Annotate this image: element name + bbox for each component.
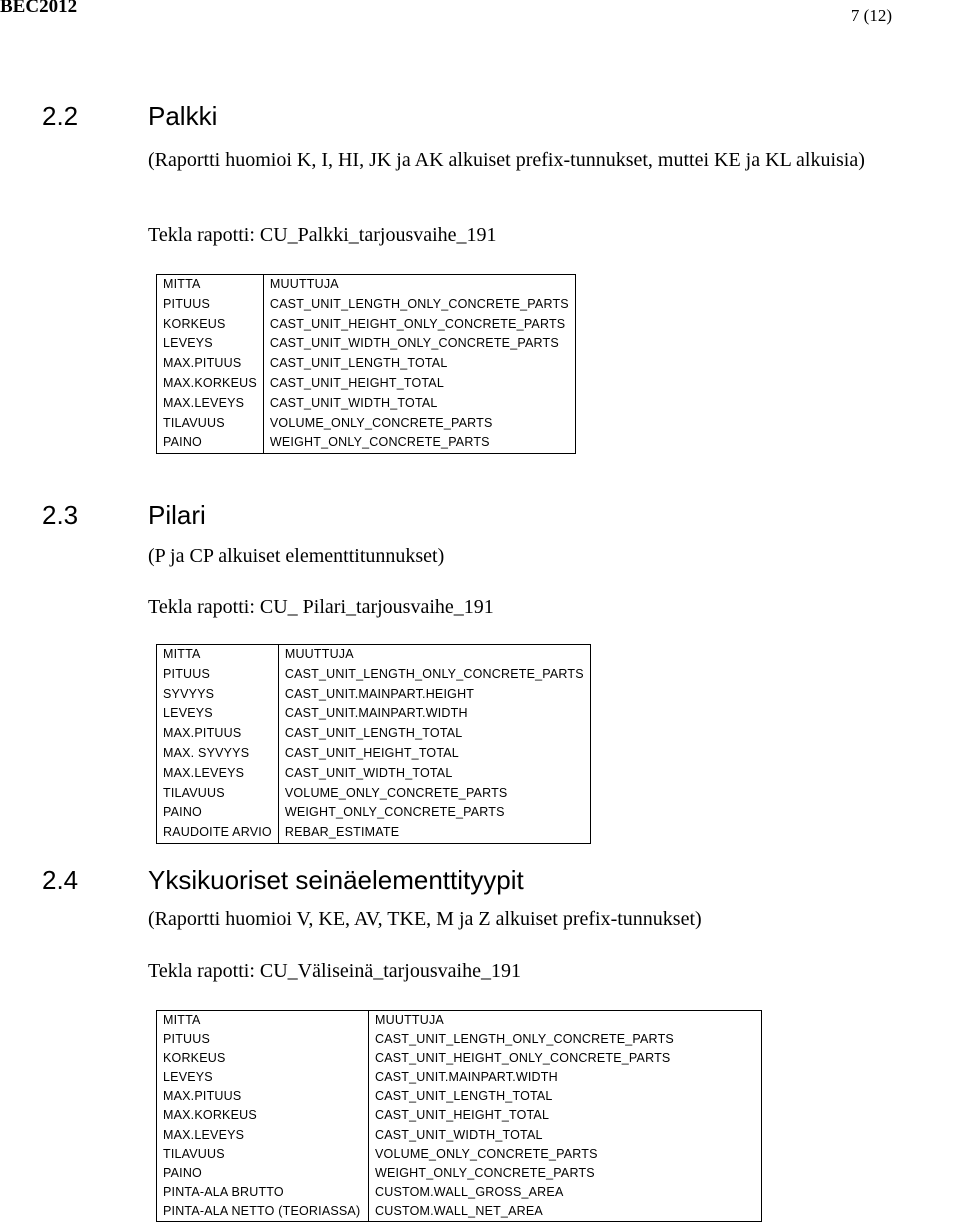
table-row xyxy=(157,1087,762,1106)
measure-cell: MITTA xyxy=(157,645,279,665)
variable-cell: CAST_UNIT_HEIGHT_TOTAL xyxy=(369,1106,762,1125)
variable-cell: VOLUME_ONLY_CONCRETE_PARTS xyxy=(278,784,590,804)
variable-cell: CAST_UNIT_LENGTH_TOTAL xyxy=(263,354,575,374)
table-row xyxy=(157,1145,762,1164)
variable-cell: CAST_UNIT_LENGTH_ONLY_CONCRETE_PARTS xyxy=(278,665,590,685)
table-row xyxy=(157,1202,762,1222)
table-row xyxy=(157,414,576,434)
variable-cell: MUUTTUJA xyxy=(263,275,575,295)
section-title: Palkki xyxy=(148,101,218,131)
variable-cell: CAST_UNIT.MAINPART.HEIGHT xyxy=(278,685,590,705)
table-row xyxy=(157,1106,762,1125)
variable-cell: CUSTOM.WALL_GROSS_AREA xyxy=(369,1183,762,1202)
variable-cell: CAST_UNIT_LENGTH_TOTAL xyxy=(278,724,590,744)
section-note: (Raportti huomioi V, KE, AV, TKE, M ja Z alkuiset prefix-tunnukset) xyxy=(148,908,702,930)
table-row xyxy=(157,665,591,685)
table-row xyxy=(157,295,576,315)
section-note: (Raportti huomioi K, I, HI, JK ja AK alkuiset prefix-tunnukset, muttei KE ja KL alkuisia) xyxy=(148,149,865,171)
variable-table-seinaelementit xyxy=(156,1010,762,1222)
table-row xyxy=(157,315,576,335)
section-heading-yksikuoriset xyxy=(42,865,524,896)
variable-cell: VOLUME_ONLY_CONCRETE_PARTS xyxy=(369,1145,762,1164)
report-name: Tekla rapotti: CU_Väliseinä_tarjousvaihe_191 xyxy=(148,960,521,982)
table-row xyxy=(157,803,591,823)
table-row xyxy=(157,764,591,784)
variable-cell: CAST_UNIT.MAINPART.WIDTH xyxy=(369,1068,762,1087)
measure-cell: MAX.PITUUS xyxy=(157,1087,369,1106)
variable-cell: CAST_UNIT_LENGTH_ONLY_CONCRETE_PARTS xyxy=(263,295,575,315)
variable-cell: CAST_UNIT_WIDTH_TOTAL xyxy=(263,394,575,414)
table-row xyxy=(157,1183,762,1202)
variable-cell: REBAR_ESTIMATE xyxy=(278,823,590,843)
variable-cell: CAST_UNIT_HEIGHT_ONLY_CONCRETE_PARTS xyxy=(263,315,575,335)
variable-cell: CAST_UNIT_WIDTH_TOTAL xyxy=(278,764,590,784)
measure-cell: PITUUS xyxy=(157,665,279,685)
report-name: Tekla rapotti: CU_ Pilari_tarjousvaihe_191 xyxy=(148,596,494,618)
variable-cell: CAST_UNIT_WIDTH_TOTAL xyxy=(369,1126,762,1145)
variable-cell: WEIGHT_ONLY_CONCRETE_PARTS xyxy=(369,1164,762,1183)
measure-cell: PAINO xyxy=(157,1164,369,1183)
measure-cell: PITUUS xyxy=(157,295,264,315)
table-row xyxy=(157,433,576,453)
variable-cell: CAST_UNIT_HEIGHT_ONLY_CONCRETE_PARTS xyxy=(369,1049,762,1068)
table-row xyxy=(157,744,591,764)
section-note: (P ja CP alkuiset elementtitunnukset) xyxy=(148,545,445,567)
measure-cell: MAX.LEVEYS xyxy=(157,1126,369,1145)
section-number: 2.3 xyxy=(42,500,79,530)
measure-cell: KORKEUS xyxy=(157,1049,369,1068)
variable-cell: MUUTTUJA xyxy=(369,1011,762,1031)
variable-cell: WEIGHT_ONLY_CONCRETE_PARTS xyxy=(278,803,590,823)
measure-cell: LEVEYS xyxy=(157,704,279,724)
variable-cell: CAST_UNIT_WIDTH_ONLY_CONCRETE_PARTS xyxy=(263,334,575,354)
measure-cell: TILAVUUS xyxy=(157,414,264,434)
measure-cell: MAX.KORKEUS xyxy=(157,1106,369,1125)
measure-cell: MAX. SYVYYS xyxy=(157,744,279,764)
variable-cell: CAST_UNIT_HEIGHT_TOTAL xyxy=(278,744,590,764)
table-row xyxy=(157,685,591,705)
variable-table-palkki xyxy=(156,274,576,454)
table-row xyxy=(157,823,591,843)
report-name: Tekla rapotti: CU_Palkki_tarjousvaihe_191 xyxy=(148,224,497,246)
table-row xyxy=(157,1049,762,1068)
page-number: 7 (12) xyxy=(850,6,892,25)
variable-cell: CAST_UNIT_HEIGHT_TOTAL xyxy=(263,374,575,394)
measure-cell: MAX.LEVEYS xyxy=(157,764,279,784)
measure-cell: MAX.LEVEYS xyxy=(157,394,264,414)
measure-cell: PAINO xyxy=(157,433,264,453)
measure-cell: PITUUS xyxy=(157,1030,369,1049)
measure-cell: MAX.KORKEUS xyxy=(157,374,264,394)
measure-cell: MAX.PITUUS xyxy=(157,354,264,374)
table-row xyxy=(157,394,576,414)
table-row xyxy=(157,704,591,724)
measure-cell: SYVYYS xyxy=(157,685,279,705)
measure-cell: LEVEYS xyxy=(157,1068,369,1087)
table-row xyxy=(157,1126,762,1145)
variable-cell: CAST_UNIT_LENGTH_ONLY_CONCRETE_PARTS xyxy=(369,1030,762,1049)
section-title: Yksikuoriset seinäelementtityypit xyxy=(148,865,524,895)
variable-cell: CAST_UNIT_LENGTH_TOTAL xyxy=(369,1087,762,1106)
measure-cell: TILAVUUS xyxy=(157,784,279,804)
section-title: Pilari xyxy=(148,500,206,530)
measure-cell: PAINO xyxy=(157,803,279,823)
table-row xyxy=(157,1164,762,1183)
table-header-row xyxy=(157,275,576,295)
section-number: 2.4 xyxy=(42,865,79,895)
measure-cell: MITTA xyxy=(157,1011,369,1031)
table-row xyxy=(157,374,576,394)
table-header-row xyxy=(157,1011,762,1031)
section-number: 2.2 xyxy=(42,101,79,131)
measure-cell: KORKEUS xyxy=(157,315,264,335)
table-row xyxy=(157,1030,762,1049)
variable-table-pilari xyxy=(156,644,591,844)
variable-cell: CUSTOM.WALL_NET_AREA xyxy=(369,1202,762,1222)
measure-cell: LEVEYS xyxy=(157,334,264,354)
variable-cell: MUUTTUJA xyxy=(278,645,590,665)
measure-cell: TILAVUUS xyxy=(157,1145,369,1164)
measure-cell: MITTA xyxy=(157,275,264,295)
table-header-row xyxy=(157,645,591,665)
table-row xyxy=(157,784,591,804)
table-row xyxy=(157,724,591,744)
section-heading-pilari xyxy=(42,500,206,531)
table-row xyxy=(157,1068,762,1087)
variable-cell: VOLUME_ONLY_CONCRETE_PARTS xyxy=(263,414,575,434)
measure-cell: RAUDOITE ARVIO xyxy=(157,823,279,843)
document-code: BEC2012 xyxy=(0,0,78,17)
variable-cell: CAST_UNIT.MAINPART.WIDTH xyxy=(278,704,590,724)
table-row xyxy=(157,334,576,354)
section-heading-palkki xyxy=(42,101,217,132)
table-row xyxy=(157,354,576,374)
measure-cell: MAX.PITUUS xyxy=(157,724,279,744)
variable-cell: WEIGHT_ONLY_CONCRETE_PARTS xyxy=(263,433,575,453)
measure-cell: PINTA-ALA BRUTTO xyxy=(157,1183,369,1202)
measure-cell: PINTA-ALA NETTO (TEORIASSA) xyxy=(157,1202,369,1222)
